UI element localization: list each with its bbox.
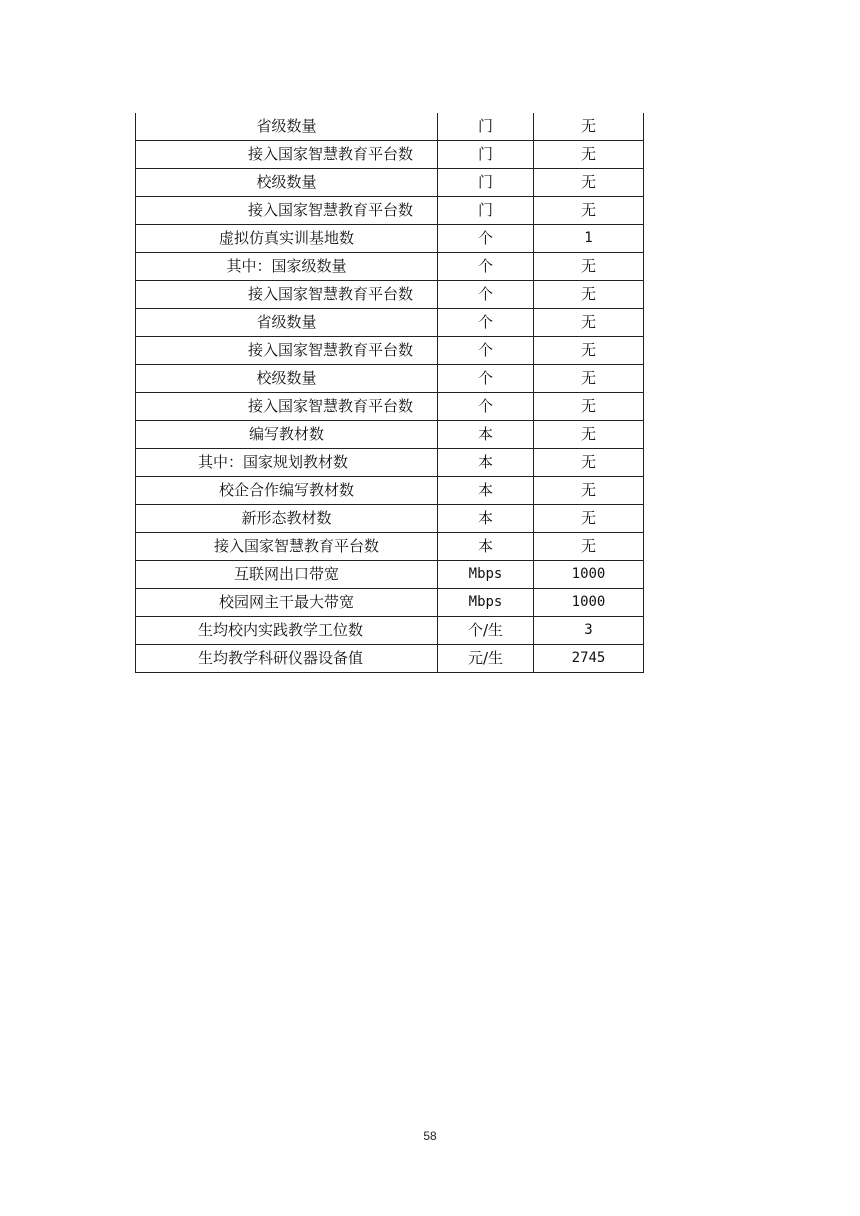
- row-item-label: 生均校内实践教学工位数: [136, 617, 438, 645]
- row-unit: Mbps: [438, 589, 534, 617]
- row-value: 无: [534, 197, 644, 225]
- row-unit: 门: [438, 113, 534, 141]
- table-row: [136, 169, 644, 197]
- table-row: [136, 281, 644, 309]
- row-item-label: 生均教学科研仪器设备值: [136, 645, 438, 673]
- row-item-label: 接入国家智慧教育平台数: [136, 393, 438, 421]
- row-item-label: 互联网出口带宽: [136, 561, 438, 589]
- row-unit: 个: [438, 337, 534, 365]
- row-item-label: 接入国家智慧教育平台数: [136, 197, 438, 225]
- row-item-label: 接入国家智慧教育平台数: [136, 533, 438, 561]
- row-value: 无: [534, 253, 644, 281]
- table-row: [136, 561, 644, 589]
- table-row: [136, 617, 644, 645]
- row-unit: 本: [438, 449, 534, 477]
- row-item-label: 校园网主干最大带宽: [136, 589, 438, 617]
- table-row: [136, 197, 644, 225]
- row-unit: 个: [438, 225, 534, 253]
- row-value: 无: [534, 421, 644, 449]
- row-unit: 元/生: [438, 645, 534, 673]
- table-row: [136, 421, 644, 449]
- row-unit: 本: [438, 477, 534, 505]
- table-row: [136, 393, 644, 421]
- data-table: [135, 113, 644, 673]
- row-value: 无: [534, 533, 644, 561]
- row-item-label: 校级数量: [136, 365, 438, 393]
- table-body: [136, 113, 644, 673]
- row-value: 无: [534, 477, 644, 505]
- table-row: [136, 365, 644, 393]
- row-item-label: 编写教材数: [136, 421, 438, 449]
- row-value: 1: [534, 225, 644, 253]
- row-value: 1000: [534, 589, 644, 617]
- row-item-label: 接入国家智慧教育平台数: [136, 337, 438, 365]
- table-row: [136, 253, 644, 281]
- row-unit: 门: [438, 197, 534, 225]
- row-unit: 本: [438, 421, 534, 449]
- row-unit: 个: [438, 393, 534, 421]
- table-row: [136, 533, 644, 561]
- row-value: 无: [534, 393, 644, 421]
- row-value: 无: [534, 141, 644, 169]
- row-value: 无: [534, 337, 644, 365]
- table-row: [136, 477, 644, 505]
- table-row: [136, 505, 644, 533]
- table-row: [136, 449, 644, 477]
- table-row: [136, 645, 644, 673]
- row-unit: 本: [438, 505, 534, 533]
- table-row: [136, 225, 644, 253]
- row-item-label: 省级数量: [136, 113, 438, 141]
- row-item-label: 接入国家智慧教育平台数: [136, 281, 438, 309]
- table-row: [136, 337, 644, 365]
- row-value: 2745: [534, 645, 644, 673]
- row-unit: 个: [438, 253, 534, 281]
- row-value: 无: [534, 113, 644, 141]
- row-unit: Mbps: [438, 561, 534, 589]
- table-row: [136, 309, 644, 337]
- row-item-label: 其中：国家级数量: [136, 253, 438, 281]
- page-number: 58: [423, 1129, 437, 1143]
- row-value: 无: [534, 309, 644, 337]
- data-table-container: [135, 113, 643, 673]
- row-item-label: 校级数量: [136, 169, 438, 197]
- row-item-label: 虚拟仿真实训基地数: [136, 225, 438, 253]
- table-row: [136, 589, 644, 617]
- row-item-label: 其中：国家规划教材数: [136, 449, 438, 477]
- row-item-label: 省级数量: [136, 309, 438, 337]
- row-value: 1000: [534, 561, 644, 589]
- row-unit: 本: [438, 533, 534, 561]
- row-value: 无: [534, 169, 644, 197]
- row-unit: 个/生: [438, 617, 534, 645]
- row-unit: 个: [438, 281, 534, 309]
- row-item-label: 校企合作编写教材数: [136, 477, 438, 505]
- row-item-label: 接入国家智慧教育平台数: [136, 141, 438, 169]
- row-value: 无: [534, 365, 644, 393]
- row-unit: 个: [438, 365, 534, 393]
- table-row: [136, 113, 644, 141]
- row-unit: 门: [438, 169, 534, 197]
- row-value: 无: [534, 449, 644, 477]
- row-value: 无: [534, 281, 644, 309]
- row-value: 无: [534, 505, 644, 533]
- row-unit: 门: [438, 141, 534, 169]
- row-item-label: 新形态教材数: [136, 505, 438, 533]
- table-row: [136, 141, 644, 169]
- row-unit: 个: [438, 309, 534, 337]
- row-value: 3: [534, 617, 644, 645]
